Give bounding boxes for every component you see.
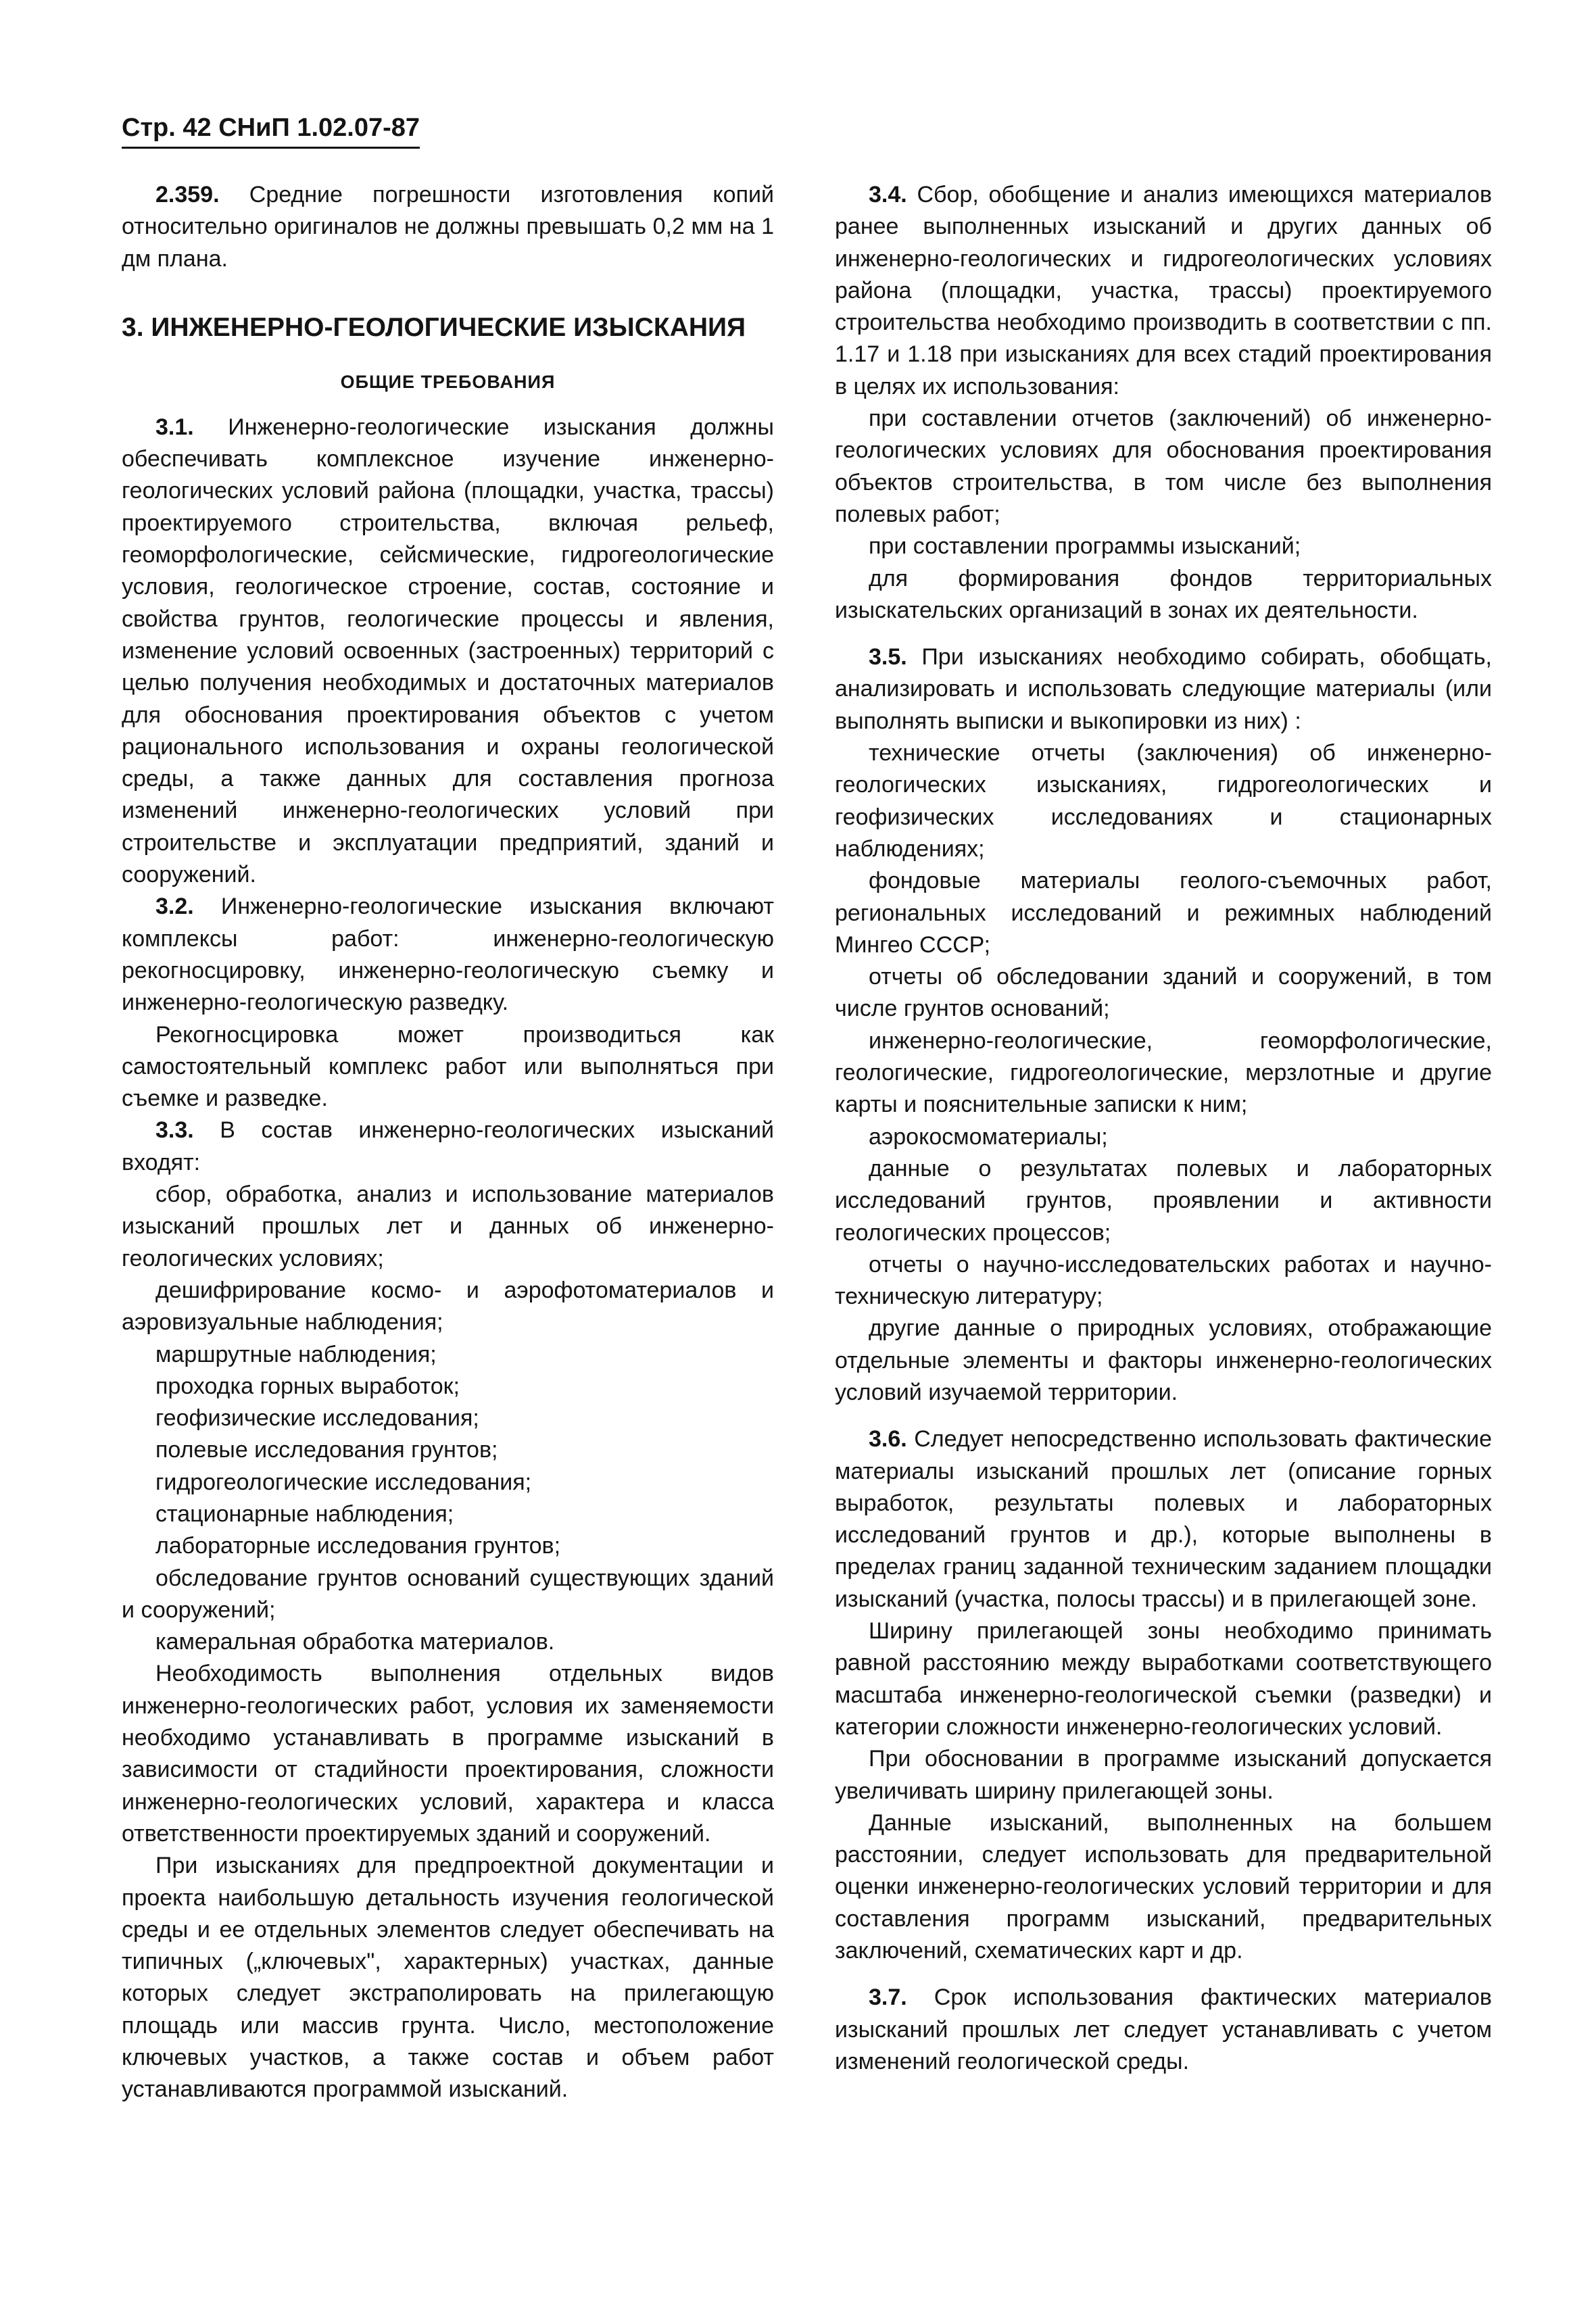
list-item: отчеты о научно-исследовательских работах и научно-техническую литературу; bbox=[835, 1251, 1492, 1310]
list-item: аэрокосмоматериалы; bbox=[869, 1123, 1108, 1150]
list-item: маршрутные наблюдения; bbox=[155, 1341, 437, 1367]
list-item: стационарные наблюдения; bbox=[155, 1501, 454, 1527]
list-item: отчеты об обследовании зданий и сооружений, в том числе грунтов оснований; bbox=[835, 964, 1492, 1022]
list-item: полевые исследования грунтов; bbox=[155, 1437, 498, 1463]
list-item: при составлении отчетов (заключений) об инженерно-геологических условиях для обоснования проектирования объектов строительства, в том числе без выполнения полевых работ; bbox=[835, 406, 1492, 527]
list-item: проходка горных выработок; bbox=[155, 1373, 460, 1399]
clause-text: Средние погрешности изготовления копий относительно оригиналов не должны превышать 0,2 мм на 1 дм плана. bbox=[122, 182, 774, 272]
list-item: данные о результатах полевых и лабораторных исследований грунтов, проявлении и активности геологических процессов; bbox=[835, 1155, 1492, 1246]
list-item: камеральная обработка материалов. bbox=[155, 1629, 555, 1655]
paragraph-text: Рекогносцировка может производиться как самостоятельный комплекс работ или выполняться при съемке и разведке. bbox=[122, 1021, 774, 1112]
list-item: технические отчеты (заключения) об инженерно-геологических изысканиях, гидрогеологических и геофизических исследованиях и стационарных наблюдениях; bbox=[835, 740, 1492, 862]
clause-number: 3.2. bbox=[155, 894, 194, 920]
section-title: 3. ИНЖЕНЕРНО-ГЕОЛОГИЧЕСКИЕ ИЗЫСКАНИЯ bbox=[122, 312, 746, 342]
paragraph-3-7 bbox=[835, 1982, 1492, 2078]
clause-number: 3.6. bbox=[869, 1426, 907, 1453]
paragraph-3-5 bbox=[835, 641, 1492, 737]
clause-text: В состав инженерно-геологических изысканий входят: bbox=[122, 1117, 775, 1175]
list-item: обследование грунтов оснований существующих зданий и сооружений; bbox=[122, 1565, 774, 1623]
list-item: сбор, обработка, анализ и использование материалов изысканий прошлых лет и данных об инженерно-геологических условиях; bbox=[122, 1181, 774, 1271]
list-item: инженерно-геологические, геоморфологические, геологические, гидрогеологические, мерзлотные и другие карты и пояснительные записки к ним; bbox=[835, 1027, 1492, 1118]
paragraph-3-3 bbox=[122, 1115, 774, 1179]
clause-text: Срок использования фактических материалов изысканий прошлых лет следует устанавливать с учетом изменений геологической среды. bbox=[835, 1984, 1492, 2074]
clause-text: Инженерно-геологические изыскания включают комплексы работ: инженерно-геологическую рекогносцировку, инженерно-геологическую съемку и инженерно-геологическую разведку. bbox=[122, 894, 774, 1016]
left-column bbox=[122, 179, 774, 2106]
page-header: Стр. 42 СНиП 1.02.07-87 bbox=[122, 114, 420, 149]
list-item: фондовые материалы геолого-съемочных работ, региональных исследований и режимных наблюдений Мингео СССР; bbox=[835, 868, 1492, 958]
subsection-title: ОБЩИЕ ТРЕБОВАНИЯ bbox=[340, 371, 556, 392]
clause-number: 3.7. bbox=[869, 1984, 907, 2011]
clause-text: Сбор, обобщение и анализ имеющихся материалов ранее выполненных изысканий и других данных об инженерно-геологических и гидрогеологических условиях района (площадки, участка, трассы) проектируемого строительства необходимо производить в соответствии с пп. 1.17 и 1.18 при изысканиях для всех стадий проектирования в целях их использования: bbox=[835, 182, 1493, 399]
list-item: другие данные о природных условиях, отображающие отдельные элементы и факторы инженерно-геологических условий изучаемой территории. bbox=[835, 1315, 1492, 1405]
right-column bbox=[835, 179, 1492, 2078]
paragraph-2-359 bbox=[122, 179, 774, 275]
paragraph-text: При обосновании в программе изысканий допускается увеличивать ширину прилегающей зоны. bbox=[835, 1746, 1492, 1804]
list-item: лабораторные исследования грунтов; bbox=[155, 1533, 561, 1559]
clause-number: 3.4. bbox=[869, 182, 907, 208]
list-item: для формирования фондов территориальных изыскательских организаций в зонах их деятельности. bbox=[835, 565, 1492, 623]
clause-number: 3.1. bbox=[155, 414, 194, 440]
clause-text: Инженерно-геологические изыскания должны обеспечивать комплексное изучение инженерно-геологических условий района (площадки, участка, трассы) проектируемого строительства, включая рельеф, геоморфологические, сейсмические, гидрогеологические условия, геологическое строение, состав, состояние и свойства грунтов, геологические процессы и явления, изменение условий освоенных (застроенных) территорий с целью получения необходимых и достаточных материалов для обоснования проектирования объектов с учетом рационального использования и охраны геологической среды, а также данных для составления прогноза изменений инженерно-геологических условий при строительстве и эксплуатации предприятий, зданий и сооружений. bbox=[122, 414, 774, 888]
paragraph-text: При изысканиях для предпроектной документации и проекта наибольшую детальность изучения геологической среды и ее отдельных элементов следует обеспечивать на типичных („ключевых", характерных) участках, данные которых следует экстраполировать на прилегающую площадь или массив грунта. Число, местоположение ключевых участков, а также состав и объем работ устанавливаются программой изысканий. bbox=[122, 1853, 774, 2103]
clause-number: 3.5. bbox=[869, 644, 907, 671]
clause-number: 2.359. bbox=[155, 182, 220, 208]
list-item: геофизические исследования; bbox=[155, 1405, 479, 1432]
paragraph-3-1 bbox=[122, 412, 774, 891]
clause-number: 3.3. bbox=[155, 1117, 194, 1144]
list-item: гидрогеологические исследования; bbox=[155, 1469, 532, 1495]
paragraph-text: Ширину прилегающей зоны необходимо принимать равной расстоянию между выработками соответствующего масштаба инженерно-геологической съемки (разведки) и категории сложности инженерно-геологических условий. bbox=[835, 1618, 1492, 1740]
paragraph-text: Необходимость выполнения отдельных видов инженерно-геологических работ, условия их заменяемости необходимо устанавливать в программе изысканий в зависимости от стадийности проектирования, сложности инженерно-геологических условий, характера и класса ответственности проектируемых зданий и сооружений. bbox=[122, 1661, 774, 1847]
clause-text: Следует непосредственно использовать фактические материалы изысканий прошлых лет (описание горных выработок, результаты полевых и лабораторных исследований грунтов и др.), которые выполнены в пределах границ заданной техническим заданием площадки изысканий (участка, полосы трассы) и в прилегающей зоне. bbox=[835, 1426, 1492, 1612]
list-item: при составлении программы изысканий; bbox=[869, 533, 1301, 560]
paragraph-3-4 bbox=[835, 179, 1492, 403]
paragraph-3-6 bbox=[835, 1423, 1492, 1615]
paragraph-3-2 bbox=[122, 891, 774, 1019]
paragraph-text: Данные изысканий, выполненных на большем расстоянии, следует использовать для предварительной оценки инженерно-геологических условий территории и для составления программ изысканий, предварительных заключений, схематических карт и др. bbox=[835, 1809, 1492, 1964]
clause-text: При изысканиях необходимо собирать, обобщать, анализировать и использовать следующие материалы (или выполнять выписки и выкопировки из них) : bbox=[835, 644, 1492, 734]
list-item: дешифрирование космо- и аэрофотоматериалов и аэровизуальные наблюдения; bbox=[122, 1277, 774, 1336]
